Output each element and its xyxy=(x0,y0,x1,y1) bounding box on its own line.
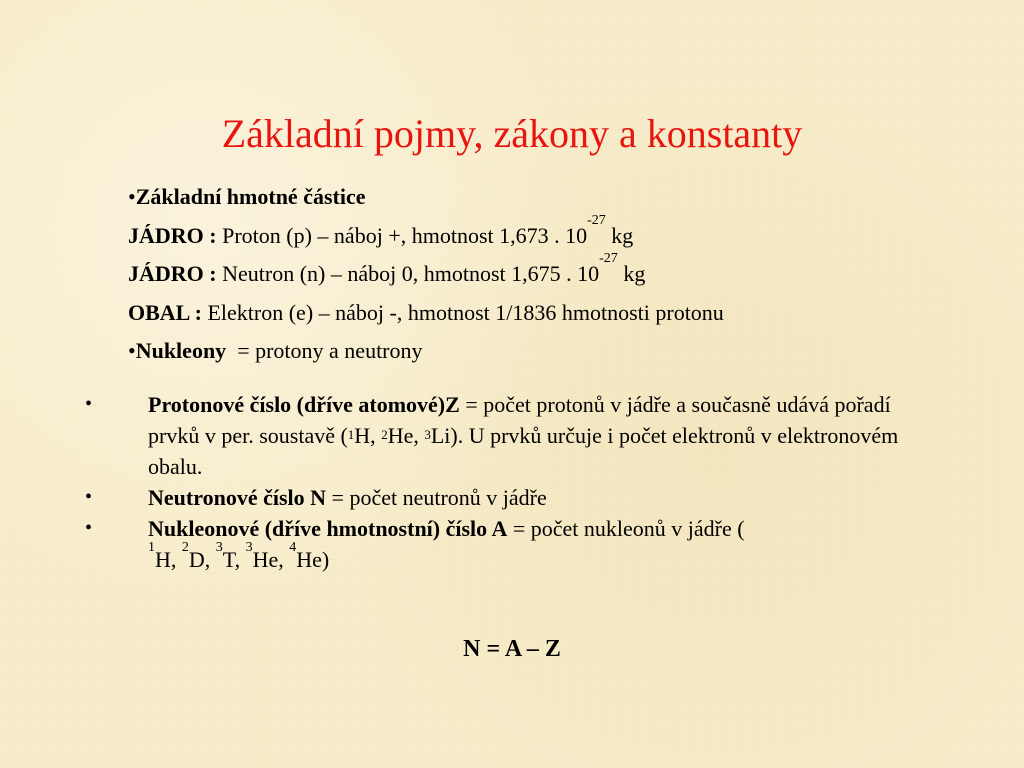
list-item-proton-number xyxy=(85,389,945,482)
bullet-marker: • xyxy=(85,486,93,508)
particles-heading: Základní hmotné částice xyxy=(135,184,366,209)
list-item-neutron-number xyxy=(85,482,945,513)
element-text: He, xyxy=(387,423,425,448)
superscript: 3 xyxy=(215,540,223,555)
definitions-list xyxy=(85,389,945,575)
isotope-text: He, xyxy=(252,547,290,572)
element-text: Li). U prvků určuje i počet elektronů v elektronovém obalu. xyxy=(148,423,899,479)
electron-line xyxy=(128,294,988,333)
particles-block xyxy=(128,178,988,371)
electron-label: OBAL : xyxy=(128,299,202,325)
nukleony-label: Nukleony xyxy=(135,338,227,364)
neutron-exponent: -27 xyxy=(599,251,618,267)
element-text: H, xyxy=(354,423,382,448)
nucleon-number-term: Nukleonové (dříve hmotnostní) číslo A xyxy=(148,516,508,541)
isotope-text: D, xyxy=(188,547,216,572)
nukleony-line xyxy=(128,332,988,371)
bullet-marker: • xyxy=(128,338,136,364)
superscript: 1 xyxy=(148,540,155,555)
bullet-marker: • xyxy=(85,517,93,539)
neutron-unit: kg xyxy=(623,261,646,287)
subscript: 3 xyxy=(424,427,431,442)
nucleon-number-text: = počet nukleonů v jádře ( xyxy=(512,516,745,541)
slide-title: Základní pojmy, zákony a konstanty xyxy=(221,111,803,156)
neutron-text: Neutron (n) – náboj 0, hmotnost 1,675 . 10 xyxy=(222,261,600,287)
proton-label: JÁDRO : xyxy=(128,222,217,248)
superscript: 4 xyxy=(289,540,297,555)
bullet-marker: • xyxy=(85,393,93,415)
isotope-text: He) xyxy=(296,547,330,572)
nukleony-text: = protony a neutrony xyxy=(237,338,423,364)
neutron-line xyxy=(128,251,988,294)
proton-line xyxy=(128,212,988,256)
subscript: 2 xyxy=(381,427,388,442)
neutron-number-text: = počet neutronů v jádře xyxy=(331,485,547,510)
neutron-label: JÁDRO : xyxy=(128,261,217,287)
subscript: 1 xyxy=(347,427,355,442)
list-item-nucleon-number xyxy=(85,513,945,575)
proton-number-term: Protonové číslo (dříve atomové)Z xyxy=(148,392,460,417)
bullet-marker: • xyxy=(128,184,136,209)
proton-exponent: -27 xyxy=(587,212,606,228)
particles-heading-line xyxy=(128,178,988,217)
electron-text: Elektron (e) – náboj -, hmotnost 1/1836 hmotnosti protonu xyxy=(207,299,724,325)
proton-number-text: = počet protonů v jádře a současně udává pořadí prvků v per. soustavě ( xyxy=(148,392,891,448)
neutron-number-term: Neutronové číslo N xyxy=(148,485,327,510)
isotope-text: T, xyxy=(222,547,246,572)
formula: N = A – Z xyxy=(463,636,561,662)
superscript: 3 xyxy=(245,540,253,555)
proton-unit: kg xyxy=(611,222,634,248)
proton-text: Proton (p) – náboj +, hmotnost 1,673 . 10 xyxy=(222,222,588,248)
isotope-text: H, xyxy=(155,547,182,572)
superscript: 2 xyxy=(181,540,189,555)
